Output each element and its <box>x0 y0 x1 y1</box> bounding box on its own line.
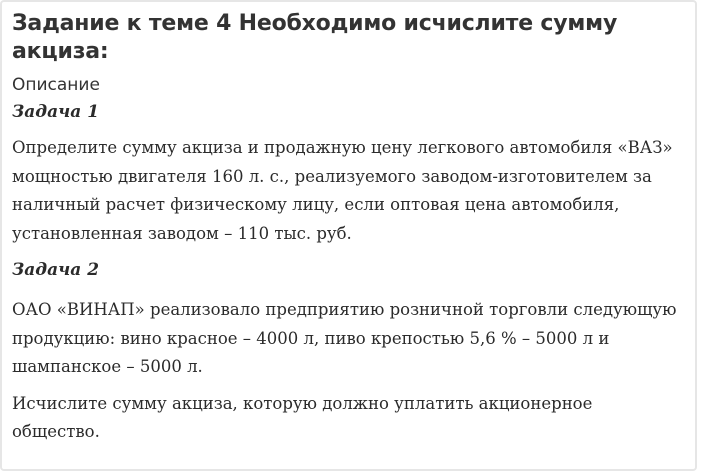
task-2-text: ОАО «ВИНАП» реализовало предприятию розничной торговли следующую продукцию: вино красное – 4000 л, пиво крепостью 5,6 % – 5000 л и шампанское – 5000 л. <box>12 300 677 376</box>
description-label: Описание <box>12 75 100 95</box>
page-title: Задание к теме 4 Необходимо исчислите сумму акциза: <box>12 11 618 64</box>
task-1-heading: Задача 1 <box>12 102 100 122</box>
task-1-text: Определите сумму акциза и продажную цену легкового автомобиля «ВАЗ» мощностью двигателя 160 л. с., реализуемого заводом-изготовителем за наличный расчет физическому лицу, если оптовая цена автомобиля, установленная заводом – 110 тыс. руб. <box>12 138 673 243</box>
task-2-heading: Задача 2 <box>12 260 100 280</box>
task-2-question: Исчислите сумму акциза, которую должно уплатить акционерное общество. <box>12 393 593 441</box>
